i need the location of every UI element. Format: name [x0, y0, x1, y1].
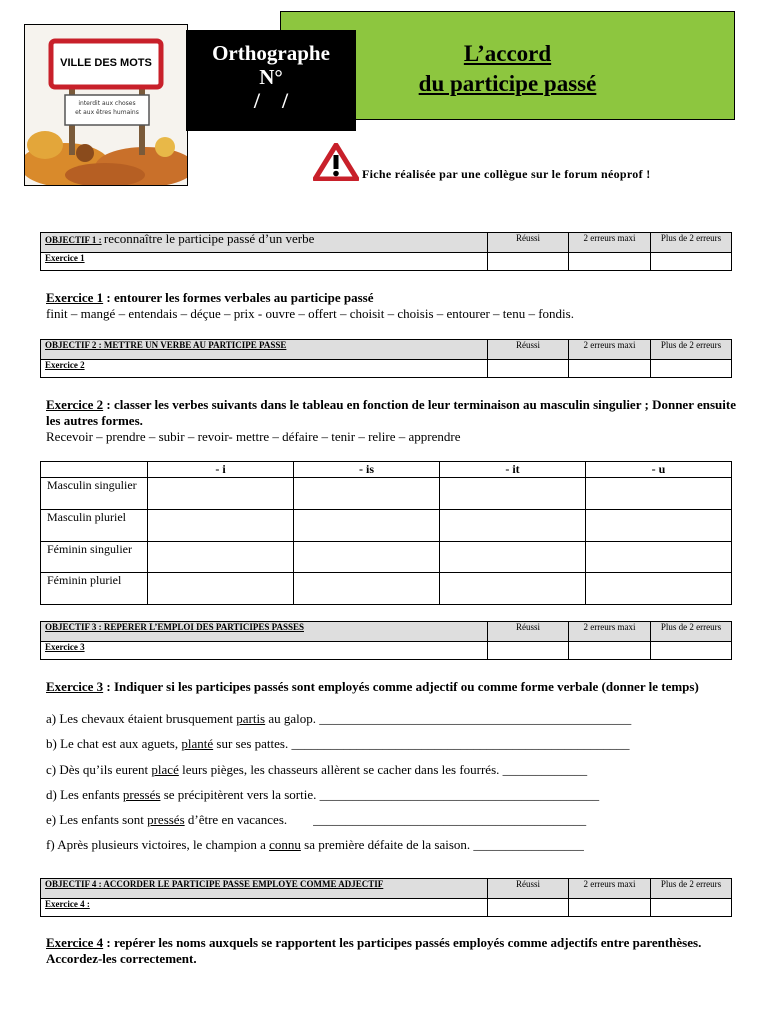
- column-header-is: - is: [294, 462, 440, 478]
- answer-line[interactable]: sur ses pattes. ____________________________________________________: [213, 736, 630, 751]
- two-errors-header: 2 erreurs maxi: [569, 233, 651, 253]
- exercise-2-instruction: : classer les verbes suivants dans le tableau en fonction de leur terminaison au masculin singulier ; Donner ensuite les autres formes.: [46, 397, 736, 428]
- more-errors-cell[interactable]: [651, 642, 732, 660]
- two-errors-cell[interactable]: [569, 360, 651, 378]
- two-errors-header: 2 erreurs maxi: [569, 622, 651, 642]
- logo-subsign-line-2: et aux êtres humains: [75, 109, 139, 116]
- answer-line[interactable]: se précipitèrent vers la sortie. ___________________________________________: [160, 787, 600, 802]
- table-corner: [41, 462, 148, 478]
- answer-cell[interactable]: [586, 510, 732, 542]
- row-label: Masculin singulier: [41, 478, 148, 510]
- answer-cell[interactable]: [440, 510, 586, 542]
- column-header-u: - u: [586, 462, 732, 478]
- exercise-4-instruction: : repérer les noms auxquels se rapportent les participes passés employés comme adjectifs entre parenthèses. Accordez-les correctement.: [46, 935, 702, 966]
- participle: pressés: [122, 787, 161, 802]
- exercise-4-heading: [46, 935, 736, 967]
- sentence-f: [46, 837, 584, 853]
- sheet-number-field: / /: [253, 88, 289, 113]
- exercise-4-label: Exercice 4 :: [41, 899, 488, 917]
- exercise-3: [46, 679, 736, 695]
- exercise-1: [46, 290, 736, 322]
- sentence-text: e) Les enfants sont: [46, 812, 148, 827]
- sentence-d: [46, 787, 599, 803]
- sentence-a: [46, 711, 631, 727]
- reussi-cell[interactable]: [488, 899, 569, 917]
- objective-4-table: [40, 878, 732, 917]
- answer-line[interactable]: sa première défaite de la saison. _________________: [300, 837, 584, 852]
- logo-subsign-line-1: interdit aux choses: [78, 100, 136, 107]
- sentence-text: a) Les chevaux étaient brusquement: [46, 711, 237, 726]
- exercise-3-heading: [46, 679, 736, 695]
- objective-1-text: reconnaître le participe passé d’un verbe: [103, 231, 315, 246]
- two-errors-cell[interactable]: [569, 899, 651, 917]
- answer-cell[interactable]: [440, 542, 586, 573]
- exercise-1-title: Exercice 1: [46, 290, 104, 305]
- more-errors-cell[interactable]: [651, 253, 732, 271]
- answer-cell[interactable]: [586, 573, 732, 605]
- more-errors-header: Plus de 2 erreurs: [651, 340, 732, 360]
- row-label: Masculin pluriel: [41, 510, 148, 542]
- sentence-text: b) Le chat est aux aguets,: [46, 736, 182, 751]
- answer-cell[interactable]: [586, 542, 732, 573]
- answer-cell[interactable]: [294, 573, 440, 605]
- sentence-text: f) Après plusieurs victoires, le champion a: [46, 837, 270, 852]
- objective-1-table: [40, 232, 732, 271]
- objective-1-code: OBJECTIF 1 :: [45, 235, 102, 245]
- answer-cell[interactable]: [586, 478, 732, 510]
- sheet-number-label: N°: [259, 65, 283, 89]
- exercise-2-words: Recevoir – prendre – subir – revoir- mettre – défaire – tenir – relire – apprendre: [46, 429, 461, 444]
- reussi-cell[interactable]: [488, 642, 569, 660]
- sentence-text: c) Dès qu’ils eurent: [46, 762, 152, 777]
- sentence-c: [46, 762, 587, 778]
- participle: connu: [269, 837, 301, 852]
- exercise-2-title: Exercice 2: [46, 397, 104, 412]
- page-title-line-2: du participe passé: [418, 71, 597, 96]
- warning-triangle-icon: [313, 143, 359, 186]
- more-errors-header: Plus de 2 erreurs: [651, 879, 732, 899]
- reussi-header: Réussi: [488, 340, 569, 360]
- answer-cell[interactable]: [148, 542, 294, 573]
- exercise-1-words: finit – mangé – entendais – déçue – prix - ouvre – offert – choisit – choisis – entourer – tenu – fondis.: [46, 306, 574, 321]
- exercise-3-label: Exercice 3: [41, 642, 488, 660]
- exercise-3-instruction: : Indiquer si les participes passés sont employés comme adjectif ou comme forme verbale (donner le temps): [103, 679, 699, 694]
- page-title-line-1: L’accord: [463, 41, 552, 66]
- exercise-2-label: Exercice 2: [41, 360, 488, 378]
- answer-cell[interactable]: [294, 478, 440, 510]
- logo-sign-text: VILLE DES MOTS: [60, 57, 152, 69]
- two-errors-cell[interactable]: [569, 253, 651, 271]
- subject-title: Orthographe: [212, 41, 330, 65]
- exercise-1-heading: [46, 290, 736, 306]
- column-header-it: - it: [440, 462, 586, 478]
- participle: placé: [151, 762, 179, 777]
- sentence-text: d) Les enfants: [46, 787, 123, 802]
- logo-image: [24, 24, 188, 186]
- row-label: Féminin pluriel: [41, 573, 148, 605]
- classification-table: [40, 461, 732, 605]
- more-errors-header: Plus de 2 erreurs: [651, 233, 732, 253]
- two-errors-cell[interactable]: [569, 642, 651, 660]
- reussi-cell[interactable]: [488, 253, 569, 271]
- objective-3-label: OBJECTIF 3 : REPERER L’EMPLOI DES PARTICIPES PASSES: [41, 622, 488, 642]
- participle: partis: [236, 711, 266, 726]
- reussi-header: Réussi: [488, 233, 569, 253]
- answer-cell[interactable]: [440, 573, 586, 605]
- exercise-2: [46, 397, 736, 445]
- sentence-e: [46, 812, 586, 828]
- more-errors-cell[interactable]: [651, 360, 732, 378]
- answer-cell[interactable]: [294, 542, 440, 573]
- answer-line[interactable]: d’être en vacances. __________________________________________: [184, 812, 587, 827]
- two-errors-header: 2 erreurs maxi: [569, 879, 651, 899]
- fiche-note: Fiche réalisée par une collègue sur le forum néoprof !: [362, 167, 651, 181]
- reussi-header: Réussi: [488, 622, 569, 642]
- page-title: [371, 39, 644, 99]
- answer-line[interactable]: au galop. ________________________________________________: [265, 711, 632, 726]
- answer-line[interactable]: leurs pièges, les chasseurs allèrent se cacher dans les fourrés. _____________: [178, 762, 588, 777]
- answer-cell[interactable]: [148, 478, 294, 510]
- logo-subsign: [65, 99, 149, 117]
- subject-box: [186, 30, 356, 131]
- exercise-2-heading: [46, 397, 736, 429]
- answer-cell[interactable]: [148, 573, 294, 605]
- exercise-1-instruction: : entourer les formes verbales au participe passé: [103, 290, 374, 305]
- answer-cell[interactable]: [440, 478, 586, 510]
- answer-cell[interactable]: [148, 510, 294, 542]
- objective-1-label: [41, 233, 488, 253]
- participle: pressés: [147, 812, 185, 827]
- reussi-cell[interactable]: [488, 360, 569, 378]
- sentence-b: [46, 736, 630, 752]
- participle: planté: [181, 736, 214, 751]
- more-errors-header: Plus de 2 erreurs: [651, 622, 732, 642]
- two-errors-header: 2 erreurs maxi: [569, 340, 651, 360]
- exercise-1-label: Exercice 1: [41, 253, 488, 271]
- objective-3-table: [40, 621, 732, 660]
- more-errors-cell[interactable]: [651, 899, 732, 917]
- answer-cell[interactable]: [294, 510, 440, 542]
- exercise-4-title: Exercice 4: [46, 935, 104, 950]
- column-header-i: - i: [148, 462, 294, 478]
- objective-4-label: OBJECTIF 4 : ACCORDER LE PARTICIPE PASSE EMPLOYE COMME ADJECTIF: [41, 879, 488, 899]
- objective-2-table: [40, 339, 732, 378]
- row-label: Féminin singulier: [41, 542, 148, 573]
- objective-2-label: OBJECTIF 2 : METTRE UN VERBE AU PARTICIPE PASSE: [41, 340, 488, 360]
- exercise-3-title: Exercice 3: [46, 679, 104, 694]
- reussi-header: Réussi: [488, 879, 569, 899]
- exercise-4: [46, 935, 736, 967]
